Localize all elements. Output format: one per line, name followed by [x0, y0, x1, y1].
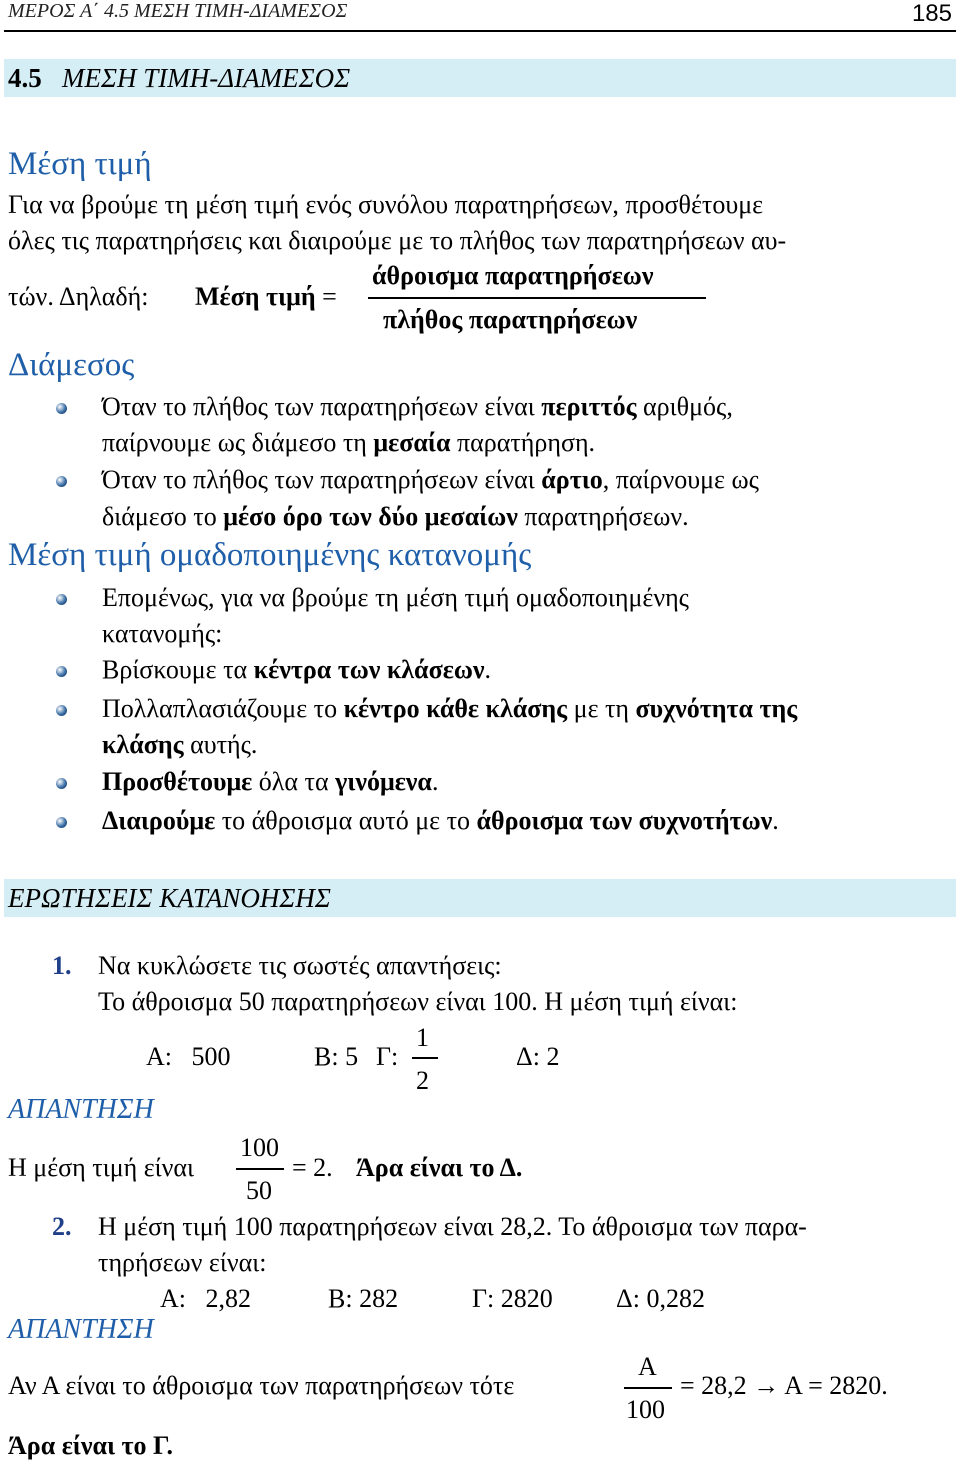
q1-option-c-label: Γ:	[376, 1042, 399, 1071]
grouped-heading: Μέση τιμή ομαδοποιημένης κατανομής	[8, 537, 532, 573]
q2-line2: τηρήσεων είναι:	[98, 1248, 267, 1277]
q2-number: 2.	[52, 1212, 72, 1241]
formula-equals: =	[322, 282, 337, 311]
header-rule	[4, 30, 956, 32]
bullet-icon	[56, 476, 67, 487]
q2-line1: Η μέση τιμή 100 παρατηρήσεων είναι 28,2. Το άθροισμα των παρα-	[98, 1212, 807, 1241]
grouped-bullet3-line1: Πολλαπλασιάζουμε το κέντρο κάθε κλάσης με τη συχνότητα της	[102, 694, 798, 723]
median-bullet2-line1: Όταν το πλήθος των παρατηρήσεων είναι άρτιο, παίρνουμε ως	[102, 465, 759, 494]
section-title: ΜΕΣΗ ΤΙΜΗ-ΔΙΑΜΕΣΟΣ	[62, 63, 351, 93]
formula-fraction-bar	[368, 297, 706, 299]
formula-lhs: Μέση τιμή	[195, 282, 316, 311]
q2-answer-result: = 28,2 → Α = 2820.	[680, 1371, 888, 1400]
q2-option-c: Γ: 2820	[472, 1284, 553, 1313]
q2-answer-prefix: Αν Α είναι το άθροισμα των παρατηρήσεων τότε	[8, 1371, 515, 1400]
q1-option-a: Α: 500	[146, 1042, 231, 1071]
grouped-bullet2: Βρίσκουμε τα κέντρα των κλάσεων.	[102, 655, 491, 684]
q2-answer-label: ΑΠΑΝΤΗΣΗ	[8, 1314, 154, 1345]
q2-answer-denominator: 100	[626, 1395, 665, 1424]
mean-heading: Μέση τιμή	[8, 146, 152, 182]
q1-answer-result: = 2.	[292, 1153, 333, 1182]
section-number: 4.5	[8, 63, 42, 93]
q1-option-c-numerator: 1	[416, 1023, 429, 1052]
q1-option-c-denominator: 2	[416, 1066, 429, 1095]
q1-option-b: Β: 5	[314, 1042, 359, 1071]
q1-answer-numerator: 100	[240, 1133, 279, 1162]
grouped-bullet3-line2: κλάσης αυτής.	[102, 730, 258, 759]
q2-option-d: Δ: 0,282	[616, 1284, 705, 1313]
median-bullet2-line2: διάμεσο το μέσο όρο των δύο μεσαίων παρατηρήσεων.	[102, 502, 689, 531]
q2-answer-fraction-bar	[624, 1387, 672, 1389]
q1-line1: Να κυκλώσετε τις σωστές απαντήσεις:	[98, 951, 502, 980]
median-bullet1-line1: Όταν το πλήθος των παρατηρήσεων είναι περιττός αριθμός,	[102, 392, 733, 421]
q1-answer-label: ΑΠΑΝΤΗΣΗ	[8, 1094, 154, 1125]
q2-answer-numerator: Α	[638, 1352, 657, 1381]
mean-text-line1: Για να βρούμε τη μέση τιμή ενός συνόλου παρατηρήσεων, προσθέτουμε	[8, 190, 764, 219]
running-header: ΜΕΡΟΣ Α΄ 4.5 ΜΕΣΗ ΤΙΜΗ-ΔΙΑΜΕΣΟΣ	[8, 0, 348, 22]
section-band	[4, 59, 956, 97]
mean-formula	[195, 279, 337, 315]
q1-answer-prefix: Η μέση τιμή είναι	[8, 1153, 195, 1182]
questions-band: ΕΡΩΤΗΣΕΙΣ ΚΑΤΑΝΟΗΣΗΣ	[4, 879, 956, 917]
bullet-icon	[56, 594, 67, 605]
bullet-icon	[56, 778, 67, 789]
bullet-icon	[56, 817, 67, 828]
grouped-bullet5: Διαιρούμε το άθροισμα αυτό με το άθροισμα των συχνοτήτων.	[102, 806, 779, 835]
q1-line2: Το άθροισμα 50 παρατηρήσεων είναι 100. Η μέση τιμή είναι:	[98, 987, 738, 1016]
page-number: 185	[911, 0, 952, 27]
median-bullet1-line2: παίρνουμε ως διάμεσο τη μεσαία παρατήρηση.	[102, 428, 596, 457]
q2-option-b: Β: 282	[328, 1284, 399, 1313]
median-heading: Διάμεσος	[8, 347, 135, 383]
q1-answer-conclusion: Άρα είναι το Δ.	[356, 1153, 523, 1182]
mean-text-line3: τών. Δηλαδή:	[8, 282, 149, 311]
q1-answer-denominator: 50	[246, 1176, 272, 1205]
grouped-bullet4: Προσθέτουμε όλα τα γινόμενα.	[102, 767, 439, 796]
bullet-icon	[56, 403, 67, 414]
bullet-icon	[56, 705, 67, 716]
formula-denominator: πλήθος παρατηρήσεων	[383, 305, 638, 334]
q1-option-c-fraction-bar	[412, 1057, 438, 1059]
grouped-bullet1-line1: Επομένως, για να βρούμε τη μέση τιμή ομαδοποιημένης	[102, 583, 689, 612]
q1-number: 1.	[52, 951, 72, 980]
q2-answer-conclusion: Άρα είναι το Γ.	[8, 1431, 173, 1460]
q1-option-d: Δ: 2	[516, 1042, 560, 1071]
q2-option-a: Α: 2,82	[160, 1284, 251, 1313]
q1-answer-fraction-bar	[236, 1168, 284, 1170]
mean-text-line2: όλες τις παρατηρήσεις και διαιρούμε με το πλήθος των παρατηρήσεων αυ-	[8, 226, 787, 255]
grouped-bullet1-line2: κατανομής:	[102, 619, 223, 648]
bullet-icon	[56, 666, 67, 677]
formula-numerator: άθροισμα παρατηρήσεων	[372, 261, 654, 290]
